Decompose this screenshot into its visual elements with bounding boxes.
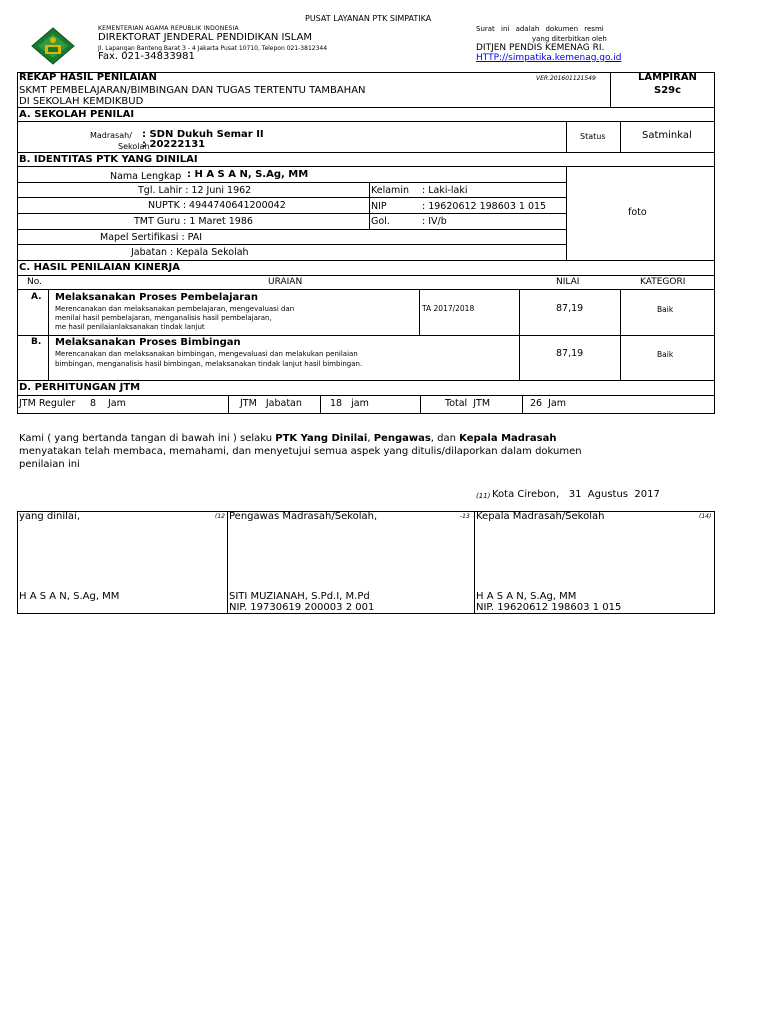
table-rule bbox=[419, 289, 420, 335]
jtm-total-label: Total JTM bbox=[445, 398, 491, 409]
table-rule bbox=[17, 260, 715, 261]
row-b-desc-1: Merencanakan dan melaksanakan bimbingan, mengevaluasi dan melakukan penilaian bbox=[55, 350, 358, 358]
statement-line-2: menyatakan telah membaca, memahami, dan menyetujui semua aspek yang ditulis/dilaporkan dalam dokumen bbox=[19, 446, 582, 457]
table-rule bbox=[420, 395, 421, 413]
col-kategori: KATEGORI bbox=[640, 277, 686, 287]
table-rule bbox=[369, 182, 370, 229]
sig-ptk-role: yang dinilai, bbox=[19, 511, 81, 522]
official-note-1: Surat ini adalah dokumen resmi bbox=[476, 25, 604, 33]
row-b-heading: Melaksanakan Proses Bimbingan bbox=[55, 337, 241, 348]
statement-sep-2: , dan bbox=[430, 433, 460, 444]
row-a-no: A. bbox=[31, 292, 42, 302]
fax: Fax. 021-34833981 bbox=[98, 51, 195, 62]
table-rule bbox=[714, 72, 715, 414]
sig-pengawas-code: -13 bbox=[460, 513, 470, 520]
jtm-reguler-unit: Jam bbox=[108, 398, 126, 409]
sig-kepala-code: (14) bbox=[699, 513, 712, 520]
nuptk: NUPTK : 4944740641200042 bbox=[148, 200, 286, 211]
row-b-kategori: Baik bbox=[657, 350, 674, 359]
place-date: Kota Cirebon, 31 Agustus 2017 bbox=[492, 489, 660, 500]
statement-kepala: Kepala Madrasah bbox=[459, 433, 557, 444]
jtm-reguler-value: 8 bbox=[90, 398, 97, 409]
col-nilai: NILAI bbox=[556, 277, 580, 287]
lampiran-label: LAMPIRAN bbox=[638, 72, 697, 83]
statement-sep-1: , bbox=[367, 433, 374, 444]
table-rule bbox=[17, 511, 18, 614]
jtm-total-value: 26 Jam bbox=[530, 398, 567, 409]
place-date-code: (11) bbox=[476, 492, 491, 500]
ministry-name: KEMENTERIAN AGAMA REPUBLIK INDONESIA bbox=[98, 25, 239, 32]
statement-line-1 bbox=[19, 433, 556, 444]
table-rule bbox=[17, 613, 715, 614]
section-a-title: A. SEKOLAH PENILAI bbox=[19, 109, 135, 120]
tmt-guru: TMT Guru : 1 Maret 1986 bbox=[134, 216, 253, 227]
sig-kepala-role: Kepala Madrasah/Sekolah bbox=[476, 511, 605, 522]
status-label: Status bbox=[580, 132, 606, 141]
table-rule bbox=[17, 335, 715, 336]
center-title: PUSAT LAYANAN PTK SIMPATIKA bbox=[305, 14, 432, 23]
row-a-desc-3: me hasil penilaianlaksanakan tindak lanjut bbox=[55, 323, 205, 331]
sig-pengawas-nip: NIP. 19730619 200003 2 001 bbox=[229, 602, 375, 613]
row-a-kategori: Baik bbox=[657, 305, 674, 314]
madrasah-label: Madrasah/ bbox=[90, 131, 132, 140]
photo-placeholder: foto bbox=[628, 207, 647, 218]
row-b-no: B. bbox=[31, 337, 42, 347]
statement-prefix: Kami ( yang bertanda tangan di bawah ini ) selaku bbox=[19, 433, 276, 444]
table-rule bbox=[227, 511, 228, 614]
col-no: No. bbox=[27, 277, 42, 287]
sig-ptk-code: (12 bbox=[215, 513, 225, 520]
table-rule bbox=[17, 166, 715, 167]
table-rule bbox=[17, 244, 566, 245]
subtitle-line-1: SKMT PEMBELAJARAN/BIMBINGAN DAN TUGAS TERTENTU TAMBAHAN bbox=[19, 85, 366, 96]
row-a-heading: Melaksanakan Proses Pembelajaran bbox=[55, 292, 259, 303]
table-rule bbox=[17, 289, 715, 290]
nama-value: : H A S A N, S.Ag, MM bbox=[187, 169, 309, 180]
section-b-title: B. IDENTITAS PTK YANG DINILAI bbox=[19, 154, 198, 165]
issuer: DITJEN PENDIS KEMENAG RI. bbox=[476, 43, 605, 53]
table-rule bbox=[714, 511, 715, 614]
table-rule bbox=[17, 213, 566, 214]
sig-pengawas-name: SITI MUZIANAH, S.Pd.I, M.Pd bbox=[229, 591, 370, 602]
table-rule bbox=[17, 229, 566, 230]
section-c-title: C. HASIL PENILAIAN KINERJA bbox=[19, 262, 181, 273]
section-d-title: D. PERHITUNGAN JTM bbox=[19, 382, 141, 393]
row-a-ta: TA 2017/2018 bbox=[422, 304, 475, 313]
address: Jl. Lapangan Banteng Barat 3 - 4 Jakarta Pusat 10710, Telepon 021-3812344 bbox=[98, 45, 328, 52]
mapel-sertifikasi: Mapel Sertifikasi : PAI bbox=[100, 232, 203, 243]
table-rule bbox=[620, 121, 621, 152]
table-rule bbox=[566, 166, 567, 260]
row-b-desc-2: bimbingan, menganalisis hasil bimbingan, melaksanakan tindak lanjut hasil bimbingan. bbox=[55, 360, 363, 368]
status-value: Satminkal bbox=[642, 130, 692, 141]
sig-pengawas-role: Pengawas Madrasah/Sekolah, bbox=[229, 511, 378, 522]
nip-label: NIP bbox=[371, 201, 387, 212]
table-rule bbox=[320, 395, 321, 413]
nip-value: : 19620612 198603 1 015 bbox=[422, 201, 547, 212]
gol-label: Gol. bbox=[371, 216, 390, 227]
school-name: : SDN Dukuh Semar II bbox=[142, 129, 264, 140]
kelamin-label: Kelamin bbox=[371, 185, 409, 196]
table-rule bbox=[17, 72, 18, 414]
sig-kepala-nip: NIP. 19620612 198603 1 015 bbox=[476, 602, 622, 613]
table-rule bbox=[17, 380, 715, 381]
jtm-jabatan-label: JTM Jabatan bbox=[240, 398, 302, 409]
table-rule bbox=[610, 72, 611, 107]
row-a-nilai: 87,19 bbox=[556, 303, 584, 314]
tgl-lahir: Tgl. Lahir : 12 Juni 1962 bbox=[138, 185, 252, 196]
jabatan: Jabatan : Kepala Sekolah bbox=[131, 247, 249, 258]
sekolah-label: Sekolah bbox=[118, 142, 150, 151]
statement-pengawas: Pengawas bbox=[373, 433, 431, 444]
col-uraian: URAIAN bbox=[268, 277, 303, 287]
nama-label: Nama Lengkap bbox=[110, 171, 182, 182]
table-rule bbox=[17, 121, 715, 122]
subtitle-line-2: DI SEKOLAH KEMDIKBUD bbox=[19, 96, 144, 107]
table-rule bbox=[474, 511, 475, 614]
table-rule bbox=[17, 152, 715, 153]
kelamin-value: : Laki-laki bbox=[422, 185, 468, 196]
rekap-title: REKAP HASIL PENILAIAN bbox=[19, 72, 157, 83]
table-rule bbox=[228, 395, 229, 413]
table-rule bbox=[566, 121, 567, 152]
statement-line-3: penilaian ini bbox=[19, 459, 80, 470]
row-a-desc-2: menilai hasil pembelajaran, menganalisis hasil pembelajaran, bbox=[55, 314, 272, 322]
table-rule bbox=[522, 395, 523, 413]
lampiran-code: S29c bbox=[654, 85, 682, 96]
row-b-nilai: 87,19 bbox=[556, 348, 584, 359]
sig-ptk-name: H A S A N, S.Ag, MM bbox=[19, 591, 120, 602]
table-rule bbox=[17, 107, 715, 108]
sig-kepala-name: H A S A N, S.Ag, MM bbox=[476, 591, 577, 602]
row-a-desc-1: Merencanakan dan melaksanakan pembelajaran, mengevaluasi dan bbox=[55, 305, 295, 313]
simpatika-link[interactable]: HTTP://simpatika.kemenag.go.id bbox=[476, 53, 622, 63]
version-code: VER.201601121549 bbox=[536, 75, 596, 82]
directorate-name: DIREKTORAT JENDERAL PENDIDIKAN ISLAM bbox=[98, 32, 313, 43]
statement-ptk: PTK Yang Dinilai bbox=[275, 433, 368, 444]
table-rule bbox=[17, 197, 566, 198]
official-note-2: yang diterbitkan oleh bbox=[532, 35, 607, 43]
table-rule bbox=[17, 275, 715, 276]
kemenag-logo bbox=[30, 26, 76, 66]
gol-value: : IV/b bbox=[422, 216, 447, 227]
school-code: : 20222131 bbox=[142, 139, 206, 150]
jtm-jabatan-value: 18 jam bbox=[330, 398, 369, 409]
table-rule bbox=[17, 413, 715, 414]
jtm-reguler-label: JTM Reguler bbox=[19, 398, 76, 409]
table-rule bbox=[17, 395, 715, 396]
table-rule bbox=[17, 182, 566, 183]
